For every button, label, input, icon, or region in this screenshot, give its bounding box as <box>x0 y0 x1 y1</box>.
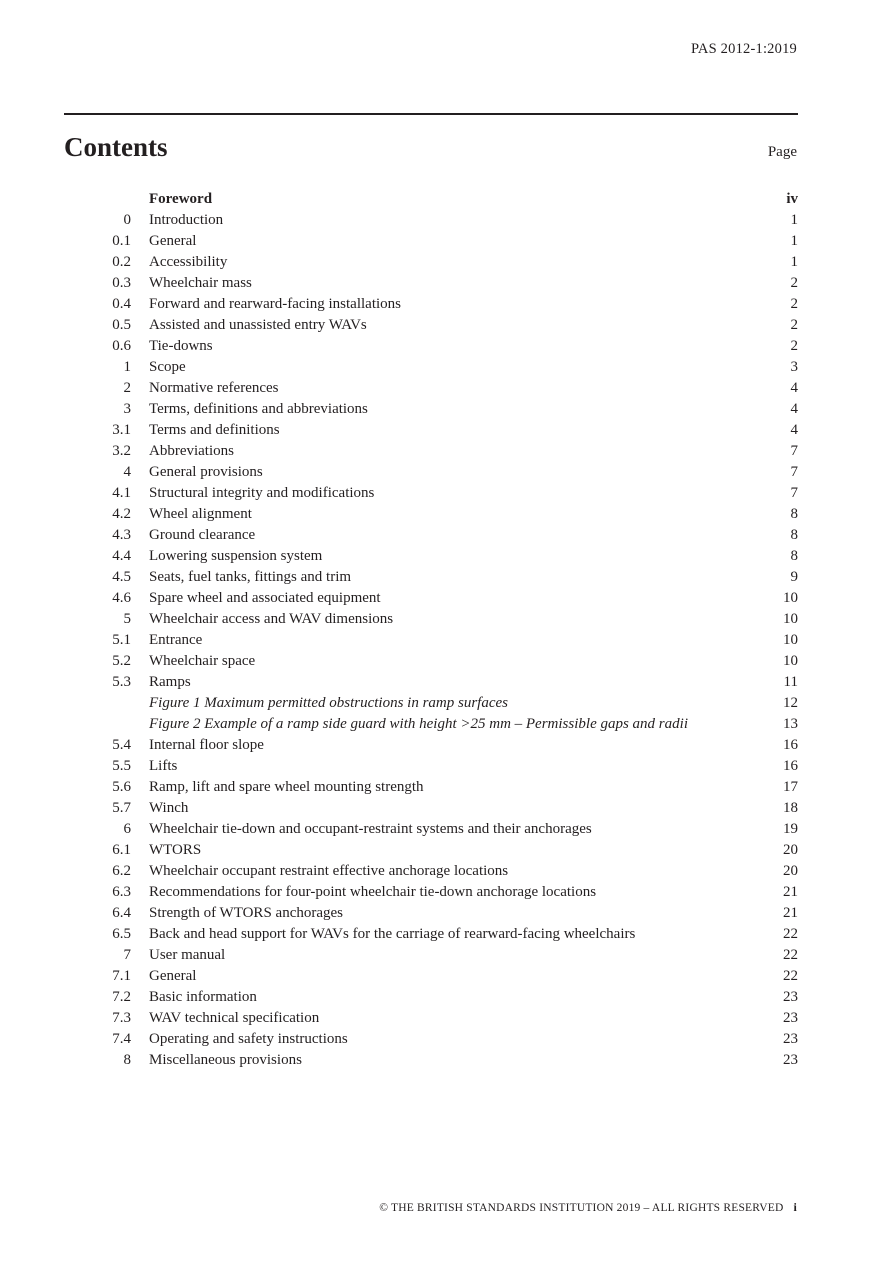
toc-entry-page: 7 <box>790 485 798 501</box>
toc-entry-title: Recommendations for four-point wheelchair tie-down anchorage locations <box>149 884 597 900</box>
toc-entry-title: Ground clearance <box>149 527 256 543</box>
toc-entry-title: Ramp, lift and spare wheel mounting strength <box>149 779 424 795</box>
toc-entry-page: 12 <box>783 695 798 711</box>
toc-entry-number: 5.2 <box>112 653 131 669</box>
toc-entry-title: Foreword <box>149 191 213 207</box>
toc-entry[interactable] <box>64 1008 798 1029</box>
toc-entry[interactable] <box>64 462 798 483</box>
toc-entry-title: Structural integrity and modifications <box>149 485 375 501</box>
toc-entry-number: 6.1 <box>112 842 131 858</box>
toc-entry[interactable] <box>64 882 798 903</box>
toc-entry-number: 7.4 <box>112 1031 131 1047</box>
toc-entry-title: Basic information <box>149 989 257 1005</box>
toc-entry-page: 10 <box>783 632 798 648</box>
toc-entry-number: 5.6 <box>112 779 131 795</box>
toc-entry-page: 10 <box>783 590 798 606</box>
toc-entry-number: 7 <box>123 947 131 963</box>
toc-entry[interactable] <box>64 189 798 210</box>
toc-entry-page: 21 <box>783 905 798 921</box>
toc-entry-number: 5.4 <box>112 737 131 753</box>
toc-entry-page: 2 <box>790 338 798 354</box>
toc-figure-entry[interactable] <box>64 714 798 735</box>
toc-entry-page: 23 <box>783 1052 798 1068</box>
toc-entry[interactable] <box>64 1029 798 1050</box>
toc-entry-number: 6 <box>123 821 131 837</box>
toc-entry-page: 21 <box>783 884 798 900</box>
toc-entry[interactable] <box>64 336 798 357</box>
toc-entry[interactable] <box>64 945 798 966</box>
toc-entry-title: Winch <box>149 800 189 816</box>
toc-entry[interactable] <box>64 840 798 861</box>
toc-figure-entry[interactable] <box>64 693 798 714</box>
toc-entry[interactable] <box>64 861 798 882</box>
toc-entry-number: 7.1 <box>112 968 131 984</box>
toc-entry-title: Wheelchair occupant restraint effective anchorage locations <box>149 863 509 879</box>
toc-entry-title: Lifts <box>149 758 178 774</box>
toc-entry-number: 3.2 <box>112 443 131 459</box>
toc-entry-page: 1 <box>790 233 798 249</box>
toc-entry-page: 8 <box>790 506 798 522</box>
toc-entry[interactable] <box>64 672 798 693</box>
page-title: Contents <box>64 132 168 162</box>
toc-entry-page: 8 <box>790 527 798 543</box>
toc-entry-title: General provisions <box>149 464 263 480</box>
toc-entry-page: 23 <box>783 1031 798 1047</box>
toc-entry-title: Spare wheel and associated equipment <box>149 590 381 606</box>
toc-entry[interactable] <box>64 630 798 651</box>
toc-entry[interactable] <box>64 903 798 924</box>
toc-entry-number: 5.7 <box>112 800 131 816</box>
toc-entry-number: 6.2 <box>112 863 131 879</box>
toc-entry-page: 7 <box>790 464 798 480</box>
toc-entry-title: Wheelchair tie-down and occupant-restraint systems and their anchorages <box>149 821 592 837</box>
toc-entry-number: 5.1 <box>112 632 131 648</box>
document-identifier: PAS 2012-1:2019 <box>690 41 797 57</box>
toc-entry-number: 3.1 <box>112 422 131 438</box>
toc-entry[interactable] <box>64 924 798 945</box>
toc-entry-number: 4.2 <box>112 506 131 522</box>
toc-entry-title: Wheelchair space <box>149 653 256 669</box>
toc-entry-title: Wheelchair access and WAV dimensions <box>149 611 394 627</box>
toc-entry-number: 3 <box>123 401 131 417</box>
toc-entry[interactable] <box>64 567 798 588</box>
toc-entry-page: 22 <box>783 926 798 942</box>
toc-entry[interactable] <box>64 210 798 231</box>
toc-entry-title: User manual <box>149 947 226 963</box>
toc-entry-title: WAV technical specification <box>149 1010 320 1026</box>
toc-entry-page: 4 <box>790 380 798 396</box>
toc-entry-page: 8 <box>790 548 798 564</box>
toc-entry[interactable] <box>64 546 798 567</box>
toc-entry-page: 2 <box>790 275 798 291</box>
toc-entry[interactable] <box>64 798 798 819</box>
toc-entry[interactable] <box>64 483 798 504</box>
toc-entry-title: Internal floor slope <box>149 737 264 753</box>
toc-entry-title: Accessibility <box>149 254 228 270</box>
toc-entry[interactable] <box>64 252 798 273</box>
toc-entry-page: 1 <box>790 254 798 270</box>
toc-entry-title: Operating and safety instructions <box>149 1031 348 1047</box>
toc-entry[interactable] <box>64 525 798 546</box>
copyright-notice: © THE BRITISH STANDARDS INSTITUTION 2019 – ALL RIGHTS RESERVED <box>379 1202 784 1214</box>
toc-entry-title: Seats, fuel tanks, fittings and trim <box>149 569 352 585</box>
toc-entry-number: 7.3 <box>112 1010 131 1026</box>
toc-entry[interactable] <box>64 441 798 462</box>
toc-entry-page: 9 <box>790 569 798 585</box>
toc-entry-page: 2 <box>790 317 798 333</box>
toc-entry[interactable] <box>64 819 798 840</box>
toc-entry-page: 18 <box>783 800 798 816</box>
toc-entry-page: 17 <box>783 779 798 795</box>
toc-entry-number: 4 <box>123 464 131 480</box>
toc-entry-number: 5 <box>123 611 131 627</box>
toc-entry[interactable] <box>64 777 798 798</box>
toc-entry-page: 22 <box>783 947 798 963</box>
toc-entry[interactable] <box>64 756 798 777</box>
toc-entry-page: 2 <box>790 296 798 312</box>
toc-entry-page: 16 <box>783 758 798 774</box>
toc-entry-page: 3 <box>790 359 798 375</box>
toc-entry[interactable] <box>64 588 798 609</box>
toc-entry[interactable] <box>64 231 798 252</box>
toc-entry[interactable] <box>64 987 798 1008</box>
toc-entry[interactable] <box>64 651 798 672</box>
toc-entry-title: Wheelchair mass <box>149 275 252 291</box>
toc-entry-title: Strength of WTORS anchorages <box>149 905 343 921</box>
toc-entry-page: 23 <box>783 1010 798 1026</box>
toc-entry[interactable] <box>64 357 798 378</box>
toc-entry-title: Tie-downs <box>149 338 213 354</box>
toc-entry[interactable] <box>64 420 798 441</box>
toc-entry-number: 0.1 <box>112 233 131 249</box>
toc-entry-title: Entrance <box>149 632 203 648</box>
toc-entry-page: 7 <box>790 443 798 459</box>
toc-entry-title: Terms and definitions <box>149 422 280 438</box>
toc-entry-title: Assisted and unassisted entry WAVs <box>149 317 367 333</box>
toc-entry-title: Lowering suspension system <box>149 548 323 564</box>
toc-entry-title: Introduction <box>149 212 224 228</box>
toc-entry-page: 11 <box>783 674 798 690</box>
toc-entry[interactable] <box>64 735 798 756</box>
toc-entry-number: 6.3 <box>112 884 131 900</box>
toc-entry-title: General <box>149 233 197 249</box>
toc-entry-title: Figure 2 Example of a ramp side guard with height >25 mm – Permissible gaps and radii <box>149 716 688 732</box>
toc-entry-number: 2 <box>123 380 131 396</box>
toc-entry-page: iv <box>786 191 798 207</box>
toc-entry-page: 1 <box>790 212 798 228</box>
toc-entry-number: 4.5 <box>112 569 131 585</box>
toc-entry-number: 0 <box>123 212 131 228</box>
toc-entry-number: 4.4 <box>112 548 131 564</box>
toc-entry-number: 5.5 <box>112 758 131 774</box>
page-footer <box>379 1200 797 1215</box>
toc-entry-title: Back and head support for WAVs for the carriage of rearward-facing wheelchairs <box>149 926 636 942</box>
page-column-heading: Page <box>767 144 797 160</box>
toc-entry[interactable] <box>64 966 798 987</box>
toc-entry[interactable] <box>64 273 798 294</box>
toc-entry-number: 7.2 <box>112 989 131 1005</box>
toc-entry-number: 4.3 <box>112 527 131 543</box>
toc-entry-number: 0.5 <box>112 317 131 333</box>
table-of-contents <box>64 189 798 1071</box>
toc-entry-page: 20 <box>783 863 798 879</box>
toc-entry-page: 10 <box>783 653 798 669</box>
toc-entry-number: 6.4 <box>112 905 131 921</box>
toc-entry-page: 13 <box>783 716 798 732</box>
toc-entry[interactable] <box>64 1050 798 1071</box>
toc-entry-title: Wheel alignment <box>149 506 252 522</box>
toc-entry-number: 0.4 <box>112 296 131 312</box>
toc-entry[interactable] <box>64 315 798 336</box>
toc-entry-number: 4.6 <box>112 590 131 606</box>
toc-entry-title: WTORS <box>149 842 202 858</box>
toc-entry-title: Figure 1 Maximum permitted obstructions in ramp surfaces <box>149 695 508 711</box>
toc-entry-title: Terms, definitions and abbreviations <box>149 401 368 417</box>
toc-entry[interactable] <box>64 399 798 420</box>
toc-entry-page: 23 <box>783 989 798 1005</box>
toc-entry-title: Miscellaneous provisions <box>149 1052 302 1068</box>
toc-entry-page: 10 <box>783 611 798 627</box>
toc-entry-number: 6.5 <box>112 926 131 942</box>
page-number: i <box>793 1200 797 1214</box>
toc-entry-number: 5.3 <box>112 674 131 690</box>
toc-entry-page: 4 <box>790 422 798 438</box>
toc-entry-page: 20 <box>783 842 798 858</box>
toc-entry-title: Normative references <box>149 380 279 396</box>
toc-entry[interactable] <box>64 609 798 630</box>
toc-entry[interactable] <box>64 504 798 525</box>
toc-entry-page: 19 <box>783 821 798 837</box>
toc-entry-number: 1 <box>123 359 131 375</box>
header-rule <box>64 113 798 115</box>
toc-entry-title: Abbreviations <box>149 443 234 459</box>
toc-entry-title: Ramps <box>149 674 191 690</box>
toc-entry[interactable] <box>64 294 798 315</box>
toc-entry-page: 4 <box>790 401 798 417</box>
toc-entry-title: General <box>149 968 197 984</box>
toc-entry-page: 16 <box>783 737 798 753</box>
toc-entry-number: 0.2 <box>112 254 131 270</box>
toc-entry-number: 4.1 <box>112 485 131 501</box>
toc-entry-number: 8 <box>123 1052 131 1068</box>
toc-entry-title: Forward and rearward-facing installations <box>149 296 401 312</box>
toc-entry-title: Scope <box>149 359 186 375</box>
toc-entry-number: 0.6 <box>112 338 131 354</box>
toc-entry[interactable] <box>64 378 798 399</box>
toc-entry-page: 22 <box>783 968 798 984</box>
toc-entry-number: 0.3 <box>112 275 131 291</box>
